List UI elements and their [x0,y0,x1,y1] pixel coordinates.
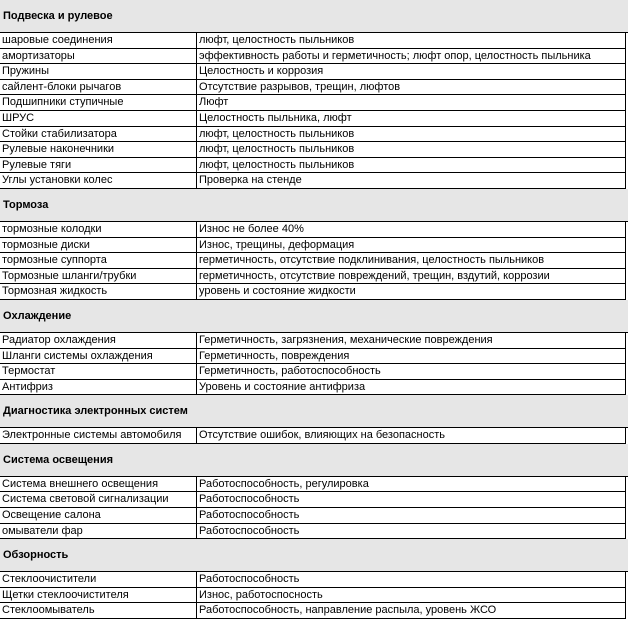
item-name-cell[interactable]: Пружины [0,64,197,80]
check-criteria-cell[interactable]: Отсутствие разрывов, трещин, люфтов [197,80,626,96]
check-criteria-cell[interactable]: эффективность работы и герметичность; люфт опор, целостность пыльника [197,49,626,65]
table-row [0,222,628,238]
table-row [0,588,628,604]
check-criteria-cell[interactable]: Работоспособность, направление распыла, уровень ЖСО [197,603,626,619]
table-row [0,508,628,524]
section [0,300,628,395]
item-name-cell[interactable]: Шланги системы охлаждения [0,349,197,365]
section-header[interactable]: Система освещения [0,444,628,477]
table-row [0,158,628,174]
item-name-cell[interactable]: тормозные диски [0,238,197,254]
check-criteria-cell[interactable]: Проверка на стенде [197,173,626,189]
item-name-cell[interactable]: Освещение салона [0,508,197,524]
table-row [0,364,628,380]
item-name-cell[interactable]: Тормозные шланги/трубки [0,269,197,285]
table-row [0,127,628,143]
table-row [0,603,628,619]
item-name-cell[interactable]: ШРУС [0,111,197,127]
item-name-cell[interactable]: Система световой сигнализации [0,492,197,508]
check-criteria-cell[interactable]: Работоспособность, регулировка [197,477,626,493]
item-name-cell[interactable]: тормозные колодки [0,222,197,238]
section [0,539,628,619]
section-header[interactable]: Обзорность [0,539,628,572]
check-criteria-cell[interactable]: Герметичность, загрязнения, механические повреждения [197,333,626,349]
table-row [0,253,628,269]
item-name-cell[interactable]: Рулевые тяги [0,158,197,174]
check-criteria-cell[interactable]: Герметичность, работоспособность [197,364,626,380]
check-criteria-cell[interactable]: Целостность пыльника, люфт [197,111,626,127]
check-criteria-cell[interactable]: люфт, целостность пыльников [197,142,626,158]
check-criteria-cell[interactable]: люфт, целостность пыльников [197,158,626,174]
table-row [0,238,628,254]
check-criteria-cell[interactable]: Износ не более 40% [197,222,626,238]
item-name-cell[interactable]: Углы установки колес [0,173,197,189]
check-criteria-cell[interactable]: герметичность, отсутствие повреждений, трещин, вздутий, коррозии [197,269,626,285]
section-header[interactable]: Подвеска и рулевое [0,0,628,33]
check-criteria-cell[interactable]: Люфт [197,95,626,111]
item-name-cell[interactable]: Рулевые наконечники [0,142,197,158]
item-name-cell[interactable]: Система внешнего освещения [0,477,197,493]
check-criteria-cell[interactable]: Работоспособность [197,572,626,588]
table-row [0,80,628,96]
item-name-cell[interactable]: Стеклоомыватель [0,603,197,619]
table-row [0,492,628,508]
check-criteria-cell[interactable]: Работоспособность [197,524,626,540]
item-name-cell[interactable]: Щетки стеклоочистителя [0,588,197,604]
table-row [0,142,628,158]
table-row [0,572,628,588]
item-name-cell[interactable]: Термостат [0,364,197,380]
item-name-cell[interactable]: Электронные системы автомобиля [0,428,197,444]
section-header[interactable]: Диагностика электронных систем [0,395,628,428]
section [0,189,628,300]
table-row [0,380,628,396]
table-row [0,173,628,189]
item-name-cell[interactable]: шаровые соединения [0,33,197,49]
table-row [0,95,628,111]
item-name-cell[interactable]: Радиатор охлаждения [0,333,197,349]
section-header[interactable]: Охлаждение [0,300,628,333]
check-criteria-cell[interactable]: Герметичность, повреждения [197,349,626,365]
check-criteria-cell[interactable]: уровень и состояние жидкости [197,284,626,300]
table-row [0,284,628,300]
check-criteria-cell[interactable]: Работоспособность [197,508,626,524]
item-name-cell[interactable]: тормозные суппорта [0,253,197,269]
table-row [0,333,628,349]
table-row [0,524,628,540]
table-row [0,428,628,444]
table-row [0,269,628,285]
section [0,444,628,539]
check-criteria-cell[interactable]: люфт, целостность пыльников [197,33,626,49]
check-criteria-cell[interactable]: герметичность, отсутствие подклинивания, целостность пыльников [197,253,626,269]
check-criteria-cell[interactable]: люфт, целостность пыльников [197,127,626,143]
item-name-cell[interactable]: амортизаторы [0,49,197,65]
table-row [0,349,628,365]
item-name-cell[interactable]: Подшипники ступичные [0,95,197,111]
check-criteria-cell[interactable]: Отсутствие ошибок, влияющих на безопасность [197,428,626,444]
check-criteria-cell[interactable]: Уровень и состояние антифриза [197,380,626,396]
item-name-cell[interactable]: Стеклоочистители [0,572,197,588]
table-row [0,477,628,493]
item-name-cell[interactable]: Тормозная жидкость [0,284,197,300]
section [0,395,628,444]
check-criteria-cell[interactable]: Износ, работоспосность [197,588,626,604]
table-row [0,111,628,127]
check-criteria-cell[interactable]: Работоспособность [197,492,626,508]
item-name-cell[interactable]: омыватели фар [0,524,197,540]
table-row [0,49,628,65]
check-criteria-cell[interactable]: Целостность и коррозия [197,64,626,80]
table-row [0,33,628,49]
section-header[interactable]: Тормоза [0,189,628,222]
section [0,0,628,189]
table-row [0,64,628,80]
item-name-cell[interactable]: Антифриз [0,380,197,396]
check-criteria-cell[interactable]: Износ, трещины, деформация [197,238,626,254]
item-name-cell[interactable]: сайлент-блоки рычагов [0,80,197,96]
item-name-cell[interactable]: Стойки стабилизатора [0,127,197,143]
